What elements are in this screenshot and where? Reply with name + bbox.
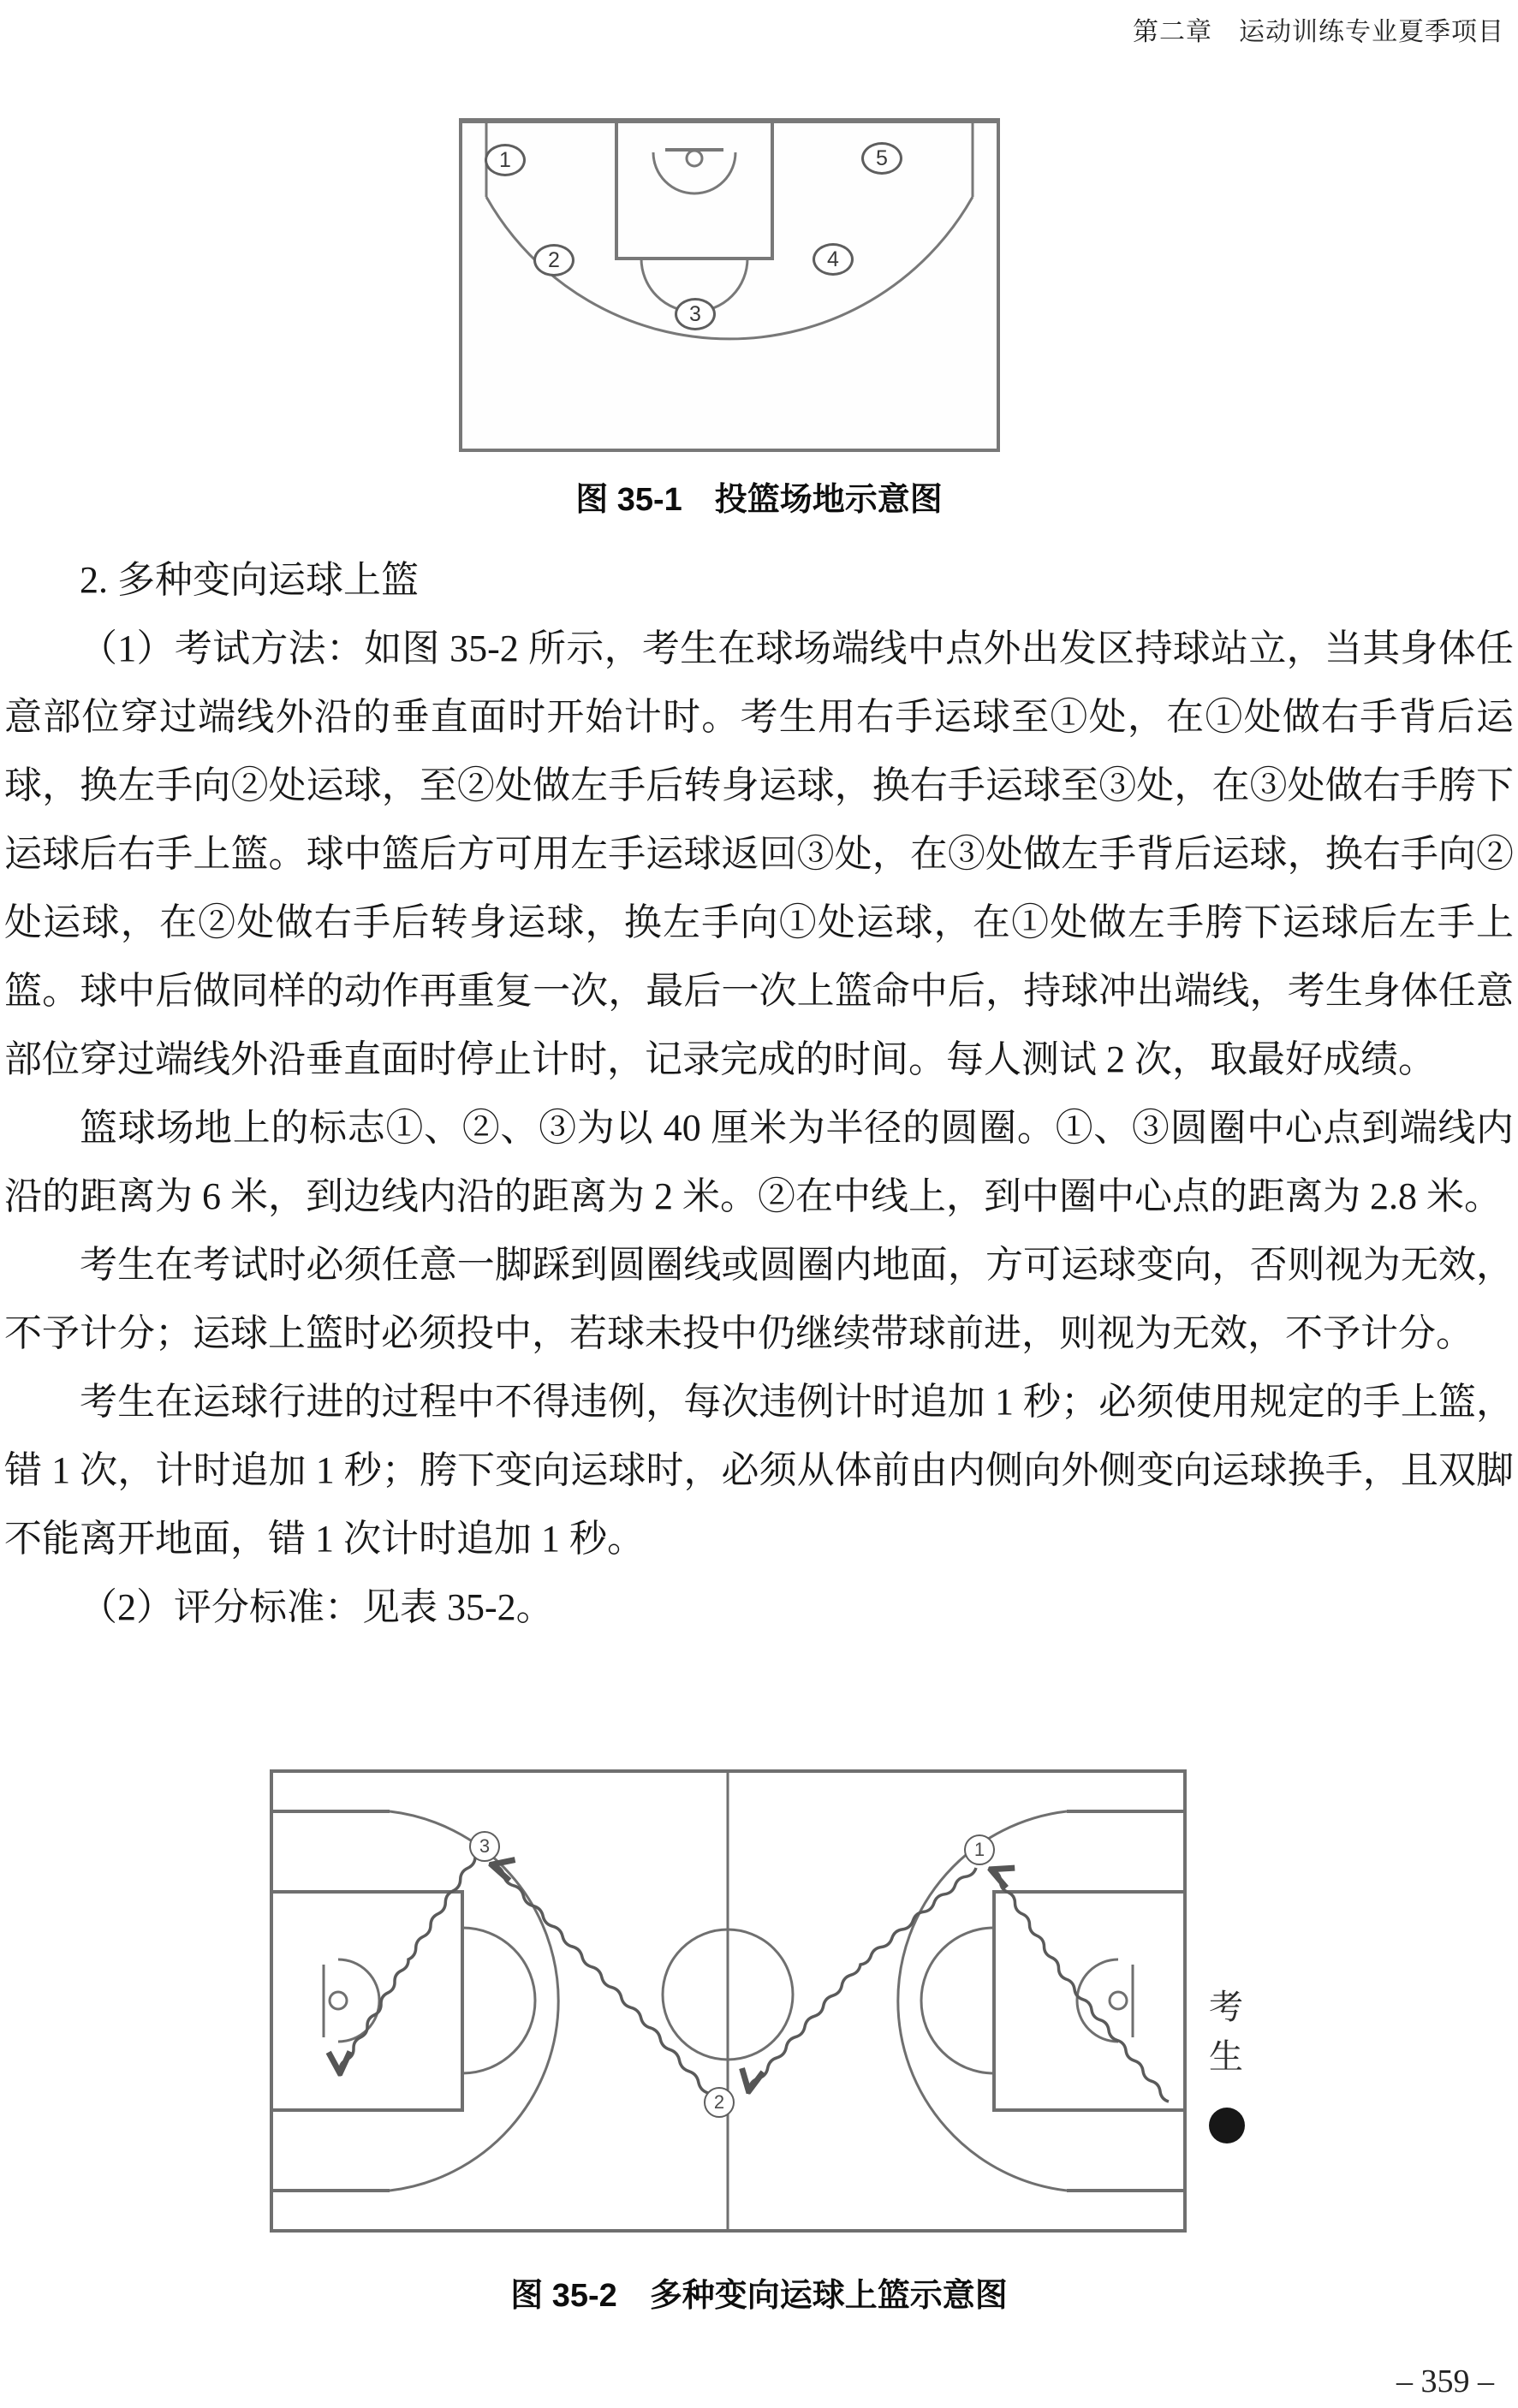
figure1-caption: 图 35-1 投篮场地示意图 [575, 482, 943, 518]
circle-marker-3 [469, 1831, 500, 1862]
shot-spot-marker-5 [861, 142, 902, 175]
paragraph-court-marks: 篮球场地上的标志①、②、③为以 40 厘米为半径的圆圈。①、③圆圈中心点到端线内沿的距离为 6 米，到边线内沿的距离为 2 米。②在中线上，到中圈中心点的距离为 2.8 米。 [4, 1107, 1514, 1217]
page-number: – 359 – [1396, 2363, 1494, 2399]
half-court-drawing [459, 118, 1000, 452]
shot-spot-marker-4 [813, 243, 854, 276]
paragraph-penalty-rules: 考生在运球行进的过程中不得违例，每次违例计时追加 1 秒；必须使用规定的手上篮，错 1 次，计时追加 1 秒；胯下变向运球时，必须从体前由内侧向外侧变向运球换手，且双脚不能离开地面，错 1 次计时追加 1 秒。 [4, 1381, 1514, 1560]
examinee-label: 考生 [1209, 1988, 1243, 2076]
circle-marker-2 [704, 2087, 735, 2118]
paragraph-scoring-standard: （2）评分标准：见表 35-2。 [80, 1586, 554, 1628]
chapter-title: 第二章 运动训练专业夏季项目 [1133, 18, 1504, 46]
circle-marker-label: 1 [973, 1839, 985, 1860]
shot-spot-label: 5 [876, 146, 888, 170]
section-heading: 2. 多种变向运球上篮 [80, 559, 419, 601]
paragraph-exam-method: （1）考试方法：如图 35-2 所示，考生在球场端线中点外出发区持球站立，当其身体任意部位穿过端线外沿的垂直面时开始计时。考生用右手运球至①处，在①处做右手背后运球，换左手向②处运球，至②处做左手后转身运球，换右手运球至③处，在③处做右手胯下运球后右手上篮。球中篮后方可用左手运球返回③处，在③处做左手背后运球，换右手向②处运球，在②处做右手后转身运球，换左手向①处运球，在①处做左手胯下运球后左手上篮。球中后做同样的动作再重复一次，最后一次上篮命中后，持球冲出端线，考生身体任意部位穿过端线外沿垂直面时停止计时，记录完成的时间。每人测试 2 次，取最好成绩。 [4, 627, 1514, 1080]
shot-spot-marker-1 [485, 144, 526, 176]
shot-spot-label: 4 [827, 247, 839, 271]
full-court-drawing [270, 1769, 1187, 2233]
figure-35-1-shooting-court-diagram [459, 118, 1000, 452]
shot-spot-label: 3 [689, 301, 701, 326]
shot-spot-marker-2 [533, 244, 574, 276]
body-text [4, 546, 1514, 1642]
figure2-caption: 图 35-2 多种变向运球上篮示意图 [510, 2278, 1008, 2314]
shot-spot-label: 2 [548, 247, 560, 272]
circle-marker-label: 2 [713, 2091, 725, 2113]
shot-spot-label: 1 [499, 147, 511, 172]
circle-marker-label: 3 [479, 1835, 491, 1857]
examinee-start-dot [1209, 2108, 1245, 2143]
page-header [1133, 10, 1504, 48]
shot-spot-marker-3 [675, 298, 716, 330]
circle-marker-1 [964, 1834, 995, 1865]
figure-35-2-dribble-course-diagram [270, 1769, 1187, 2233]
paragraph-validity-rules: 考生在考试时必须任意一脚踩到圆圈线或圆圈内地面，方可运球变向，否则视为无效，不予计分；运球上篮时必须投中，若球未投中仍继续带球前进，则视为无效，不予计分。 [4, 1244, 1514, 1354]
